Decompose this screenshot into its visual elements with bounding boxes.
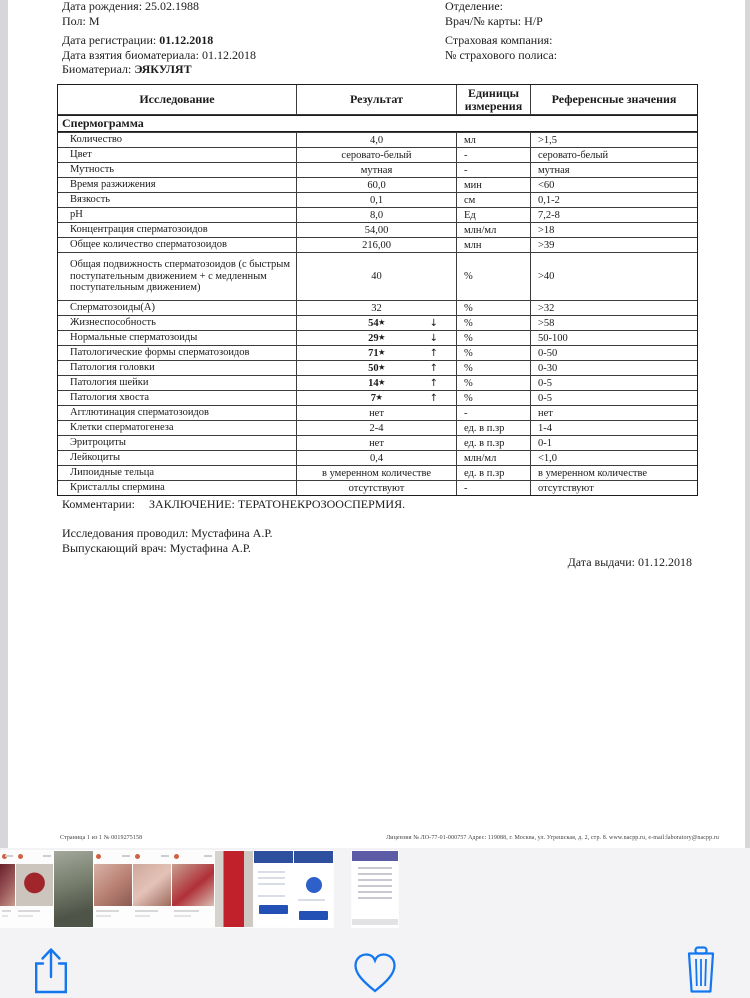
table-row [58,162,697,177]
cell-result [297,466,457,480]
cell-unit: ед. в п.зр [457,436,531,450]
header-field [62,48,256,63]
cell-unit: % [457,391,531,405]
cell-reference: 0,1-2 [538,194,560,206]
cell-reference: >39 [538,239,555,251]
cell-result [297,316,457,330]
cell-unit: % [457,253,531,300]
result-value: 0,1 [369,194,384,206]
table-row [58,330,697,345]
comments-label: Комментарии: [62,497,136,511]
cell-reference: 1-4 [538,422,552,434]
cell-test-name: Сперматозоиды(А) [58,301,297,315]
cell-reference: мутная [538,164,570,176]
abnormal-star-icon: ★ [375,393,383,401]
bottom-toolbar [0,928,750,998]
cell-test-name: Нормальные сперматозоиды [58,331,297,345]
field-label: Дата рождения: [62,0,146,13]
abnormal-star-icon: ★ [378,318,385,326]
cell-test-name: Мутность [58,163,297,177]
thumbnail-instagram-nails-3[interactable] [133,851,171,927]
cell-result [297,253,457,300]
cell-test-name: Концентрация сперматозоидов [58,223,297,237]
cell-test-name: Количество [58,133,297,147]
table-row [58,147,697,162]
cell-result [297,436,457,450]
table-row [58,132,697,147]
result-value: 29★ [368,332,385,344]
cell-unit: % [457,331,531,345]
favorite-button[interactable] [352,952,398,994]
cell-test-name: Общая подвижность сперматозоидов (с быстрым поступательным движением + с медленным поступательным движением) [58,253,297,300]
table-row [58,390,697,405]
cell-unit: ед. в п.зр [457,466,531,480]
abnormal-star-icon: ★ [378,348,385,356]
cell-reference: >58 [538,317,555,329]
cell-result [297,178,457,192]
result-value: 4,0 [369,134,384,146]
table-row [58,177,697,192]
thumbnail-photo-red-dress[interactable] [215,851,253,927]
cell-result [297,238,457,252]
table-row [58,375,697,390]
cell-test-name: Кристаллы спермина [58,481,297,495]
field-value: 01.12.2018 [159,33,214,47]
cell-reference: 7,2-8 [538,209,560,221]
heart-icon [352,952,398,994]
thumbnail-instagram-red-shoes[interactable] [16,851,53,927]
cell-result [297,391,457,405]
result-value: серовато-белый [341,149,412,161]
cell-result [297,193,457,207]
cell-result [297,451,457,465]
result-value: 60,0 [367,179,386,191]
field-label: Дата регистрации: [62,33,160,47]
table-row [58,420,697,435]
cell-test-name: Жизнеспособность [58,316,297,330]
result-value: 50★ [368,362,385,374]
column-header: Исследование [58,85,297,114]
column-header: Единицы измерения [457,85,531,114]
photo-document[interactable] [8,0,745,848]
cell-unit: млн/мл [457,223,531,237]
thumbnail-instagram-nails-partial[interactable] [0,851,15,927]
cell-reference: отсутствуют [538,482,594,494]
header-field [62,14,256,29]
cell-unit: - [457,163,531,177]
cell-unit: - [457,481,531,495]
field-label: Страховая компания: [445,33,553,47]
table-row [58,252,697,300]
field-value: М [88,13,100,28]
thumbnail-current-document[interactable] [352,851,398,927]
cell-result [297,331,457,345]
cell-unit: % [457,301,531,315]
share-button[interactable] [29,946,73,995]
field-value: ЭЯКУЛЯТ [134,62,192,76]
result-value: 0,4 [369,452,384,464]
arrow-up-icon: ↑ [429,377,438,389]
cell-unit: Ед [457,208,531,222]
cell-reference: <1,0 [538,452,558,464]
abnormal-star-icon: ★ [378,333,385,341]
cell-unit: млн/мл [457,451,531,465]
field-label: Дата взятия биоматериала: [62,47,202,62]
header-field [445,0,557,14]
cell-reference: 0-5 [538,377,552,389]
table-row [58,315,697,330]
result-value: 71★ [368,347,385,359]
issue-date: Дата выдачи: 01.12.2018 [567,555,692,569]
cell-result [297,346,457,360]
field-label: Врач/№ карты: [445,13,525,28]
delete-button[interactable] [683,945,719,995]
cell-result [297,361,457,375]
cell-reference: >32 [538,302,555,314]
cell-test-name: Патология хвоста [58,391,297,405]
cell-reference: 0-30 [538,362,558,374]
share-icon [29,946,73,995]
cell-result [297,208,457,222]
result-value: 216,00 [362,239,391,251]
result-value: 7★ [370,392,383,404]
issuing-doctor: Выпускающий врач: Мустафина А.Р. [62,541,251,555]
cell-unit: - [457,148,531,162]
header-group [445,33,557,62]
header-field [62,33,256,48]
arrow-down-icon: ↓ [429,332,438,344]
cell-reference: 50-100 [538,332,568,344]
table-row [58,360,697,375]
comments-line [62,497,405,512]
abnormal-star-icon: ★ [378,363,385,371]
column-header: Референсные значения [551,92,677,106]
field-value: Н/Р [524,13,543,28]
cell-reference: <60 [538,179,555,191]
header-field [62,62,256,77]
cell-test-name: Цвет [58,148,297,162]
result-value: мутная [360,164,393,176]
table-row [58,300,697,315]
results-table [57,84,698,496]
result-value: 2-4 [369,422,384,434]
cell-test-name: Эритроциты [58,436,297,450]
column-header: Результат [297,85,457,114]
header-field [62,0,256,14]
cell-test-name: pH [58,208,297,222]
cell-reference: нет [538,407,553,419]
header-group [445,0,557,28]
cell-unit: - [457,406,531,420]
header-field [445,48,557,63]
result-value: нет [369,437,384,449]
field-label: № страхового полиса: [445,47,558,62]
patient-info-left [62,0,256,77]
table-row [58,222,697,237]
cell-result [297,406,457,420]
result-value: нет [369,407,384,419]
document-footer [60,835,719,841]
cell-result [297,148,457,162]
header-field [445,14,557,29]
thumbnail-instagram-nails-2[interactable] [94,851,132,927]
field-value: 01.12.2018 [201,47,256,62]
cell-result [297,481,457,495]
thumbnail-app-form[interactable] [254,851,293,927]
header-field [445,33,557,48]
cell-test-name: Патологические формы сперматозоидов [58,346,297,360]
field-label: Пол: [62,13,89,28]
cell-test-name: Агглютинация сперматозоидов [58,406,297,420]
header-group [62,33,256,77]
thumbnail-photo-monkey[interactable] [54,851,93,927]
cell-unit: млн [457,238,531,252]
field-label: Биоматериал: [62,62,135,76]
cell-reference: 0-50 [538,347,558,359]
cell-reference: 0-5 [538,392,552,404]
thumbnail-instagram-nails-4[interactable] [172,851,214,927]
arrow-up-icon: ↑ [429,392,438,404]
cell-unit: % [457,361,531,375]
cell-result [297,133,457,147]
cell-test-name: Патология головки [58,361,297,375]
cell-test-name: Общее количество сперматозоидов [58,238,297,252]
license-info: Лицензия № ЛО-77-01-000757 Адрес: 119088, г. Москва, ул. Угрешская, д. 2, стр. 8. www.nacpp.ru, e-mail:laboratory@nacpp.ru [386,835,719,841]
performed-by: Исследования проводил: Мустафина А.Р. [62,526,273,540]
cell-reference: серовато-белый [538,149,609,161]
header-group [62,0,256,28]
arrow-up-icon: ↑ [429,362,438,374]
cell-unit: см [457,193,531,207]
cell-unit: мл [457,133,531,147]
trash-icon [683,945,719,995]
cell-result [297,376,457,390]
abnormal-star-icon: ★ [378,378,385,386]
table-row [58,192,697,207]
table-row [58,435,697,450]
table-row [58,450,697,465]
cell-result [297,301,457,315]
arrow-up-icon: ↑ [429,347,438,359]
cell-test-name: Время разжижения [58,178,297,192]
cell-unit: % [457,376,531,390]
cell-test-name: Патология шейки [58,376,297,390]
cell-unit: мин [457,178,531,192]
cell-reference: 0-1 [538,437,552,449]
cell-test-name: Липоидные тельца [58,466,297,480]
page-number: Страница 1 из 1 № 0019275158 [60,835,143,841]
cell-result [297,421,457,435]
result-value: 54,00 [364,224,389,236]
cell-reference: в умеренном количестве [538,467,648,479]
cell-result [297,163,457,177]
thumbnail-strip[interactable] [0,851,750,927]
result-value: отсутствуют [348,482,405,494]
table-row [58,345,697,360]
patient-info-right [445,0,557,62]
table-row [58,207,697,222]
result-value: 8,0 [369,209,384,221]
cell-reference: >40 [538,271,555,282]
table-row [58,237,697,252]
cell-result [297,223,457,237]
field-label: Отделение: [445,0,504,13]
table-row [58,480,697,495]
cell-test-name: Лейкоциты [58,451,297,465]
cell-reference: >18 [538,224,555,236]
cell-unit: % [457,346,531,360]
arrow-down-icon: ↓ [429,317,438,329]
cell-test-name: Клетки сперматогенеза [58,421,297,435]
cell-test-name: Вязкость [58,193,297,207]
cell-unit: % [457,316,531,330]
field-value: 25.02.1988 [145,0,200,13]
result-value: 40 [371,271,382,282]
cell-unit: ед. в п.зр [457,421,531,435]
table-row [58,465,697,480]
table-section-header: Спермограмма [58,115,697,132]
result-value: в умеренном количестве [321,467,431,479]
result-value: 54★ [368,317,385,329]
result-value: 32 [371,302,382,314]
thumbnail-app-login[interactable] [294,851,333,927]
table-header-row [58,85,697,115]
result-value: 14★ [368,377,385,389]
table-row [58,405,697,420]
cell-reference: >1,5 [538,134,558,146]
conclusion-text: ЗАКЛЮЧЕНИЕ: ТЕРАТОНЕКРОЗООСПЕРМИЯ. [149,497,406,511]
